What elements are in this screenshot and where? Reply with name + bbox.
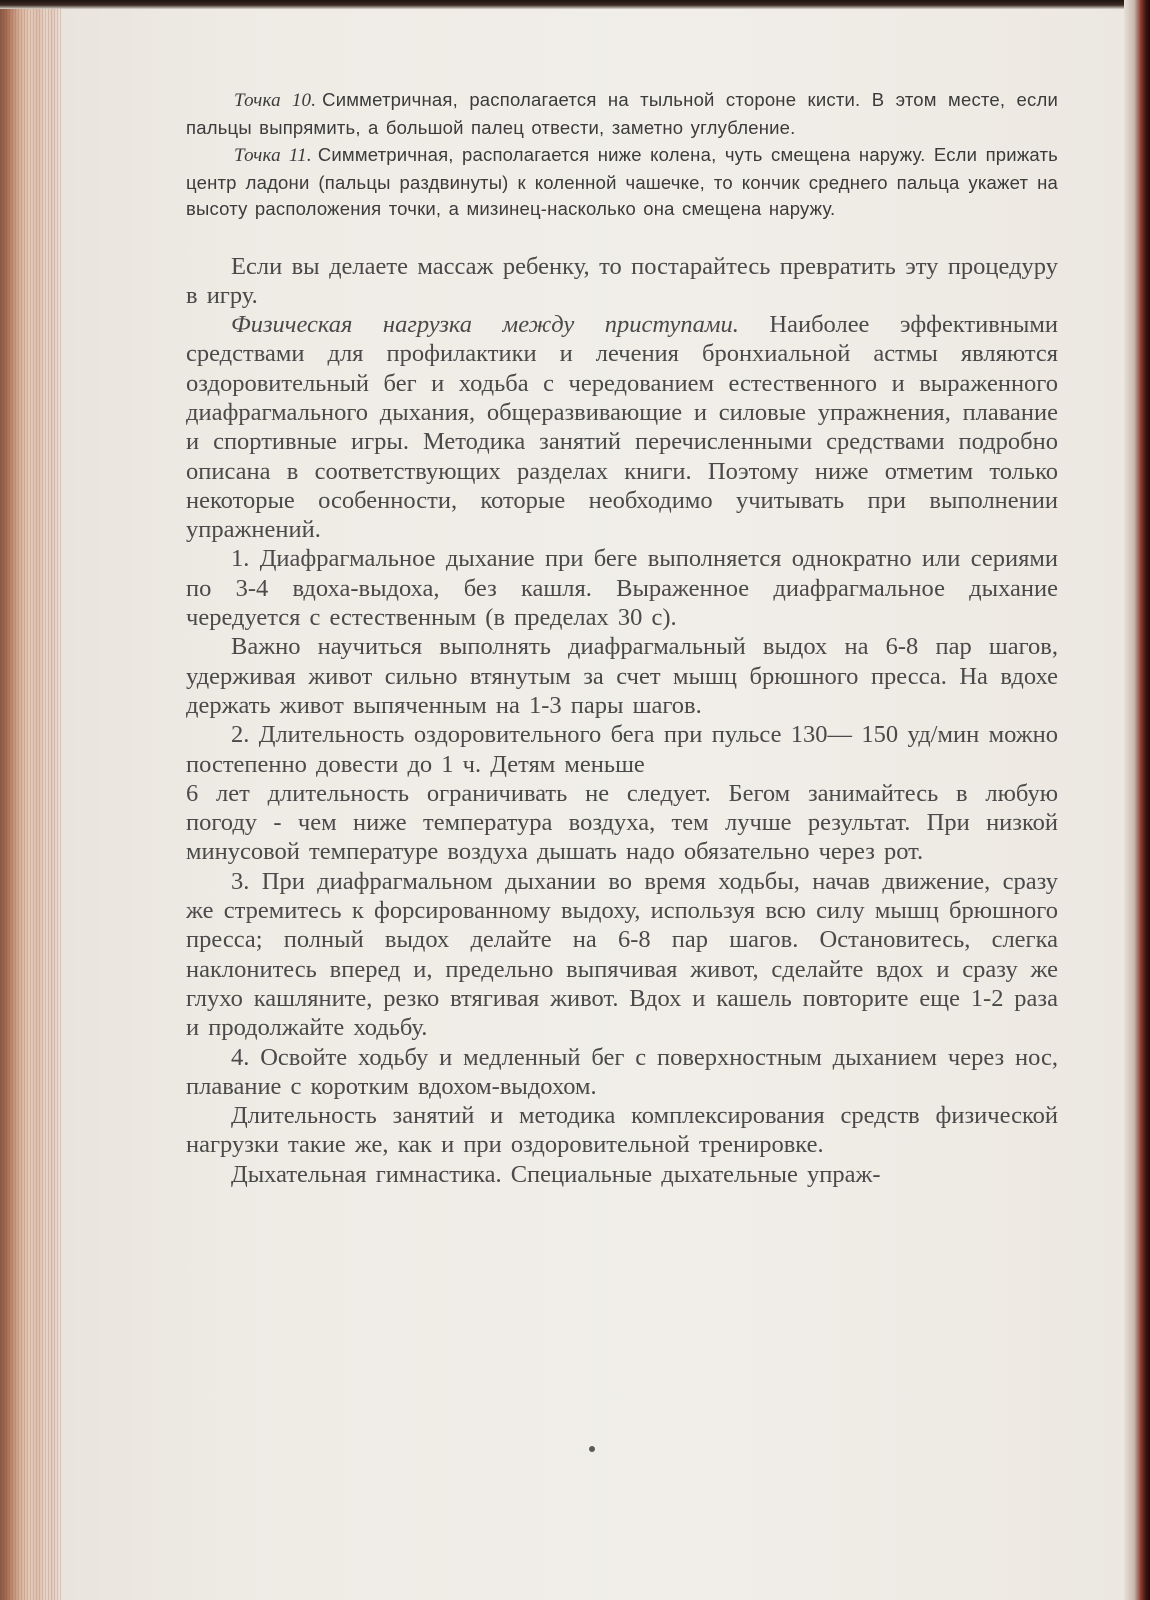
paragraph-text: Наиболее эффективными средствами для профилактики и лечения бронхиальной астмы являются оздоровительный бег и ходьба с чередованием естественного и выраженного диафрагмального дыхания, общеразвивающие и силовые упражнения, плавание и спортивные игры. Методика занятий перечисленными средствами подробно описана в соответствующих разделах книги. Поэтому ниже отметим только некоторые особенности, которые необходимо учитывать при выполнении упражнений. xyxy=(186,311,1058,544)
paragraph-physical-load xyxy=(186,310,1058,544)
paragraph-breathing-gymnastics: Дыхательная гимнастика. Специальные дыхательные упраж- xyxy=(231,1160,881,1188)
paragraph-massage-child: Если вы делаете массаж ребенку, то постарайтесь превратить эту процедуру в игру. xyxy=(186,252,1058,309)
note-point-11 xyxy=(186,142,1058,223)
note-label: Точка 10. xyxy=(234,90,317,111)
note-label: Точка 11. xyxy=(234,145,312,166)
list-item-2-part-2: 6 лет длительность ограничивать не следует. Бегом занимайтесь в любую погоду - чем ниже температура воздуха, тем лучше результат. При низкой минусовой температуре воздуха дышать надо обязательно через рот. xyxy=(186,779,1058,866)
note-point-10 xyxy=(186,87,1058,141)
list-item-4: 4. Освойте ходьбу и медленный бег с поверхностным дыханием через нос, плавание с коротким вдохом-выдохом. xyxy=(186,1043,1058,1100)
list-item-3: 3. При диафрагмальном дыхании во время ходьбы, начав движение, сразу же стремитесь к форсированному выдоху, используя всю силу мышц брюшного пресса; полный выдох делайте на 6-8 пар шагов. Остановитесь, слегка наклонитесь вперед и, предельно выпячивая живот, сделайте вдох и сразу же глухо кашляните, резко втягивая живот. Вдох и кашель повторите еще 1-2 раза и продолжайте ходьбу. xyxy=(186,867,1058,1042)
section-gap xyxy=(186,224,1058,252)
paragraph-duration: Длительность занятий и методика комплексирования средств физической нагрузки такие же, как и при оздоровительной тренировке. xyxy=(186,1102,1058,1159)
paragraph-exhale: Важно научиться выполнять диафрагмальный выдох на 6-8 пар шагов, удерживая живот сильно втянутым за счет мышц брюшного пресса. На вдохе держать живот выпяченным на 1-3 пары шагов. xyxy=(186,633,1058,719)
scan-dot-mark xyxy=(589,1446,595,1452)
top-scan-edge xyxy=(0,0,1150,9)
page-sheet xyxy=(62,9,1124,1600)
section-heading-physical-load: Физическая нагрузка между приступами. xyxy=(231,311,739,339)
list-item-2-part-1: 2. Длительность оздоровительного бега при пульсе 130— 150 уд/мин можно постепенно довести до 1 ч. Детям меньше xyxy=(186,721,1058,778)
right-scan-edge xyxy=(1124,0,1150,1600)
note-text: Симметричная, располагается ниже колена, чуть смещена наружу. Если прижать центр ладони (пальцы раздвинуты) к коленной чашечке, то кончик среднего пальца укажет на высоту расположения точки, а мизинец-насколько она смещена наружу. xyxy=(186,144,1058,219)
list-item-1: 1. Диафрагмальное дыхание при беге выполняется однократно или сериями по 3-4 вдоха-выдоха, без кашля. Выраженное диафрагмальное дыхание чередуется с естественным (в пределах 30 с). xyxy=(186,545,1058,632)
note-text: Симметричная, располагается на тыльной стороне кисти. В этом месте, если пальцы выпрямить, а большой палец отвести, заметно углубление. xyxy=(186,89,1058,138)
page-content xyxy=(186,87,1058,1189)
page-stack-edge xyxy=(0,0,62,1600)
